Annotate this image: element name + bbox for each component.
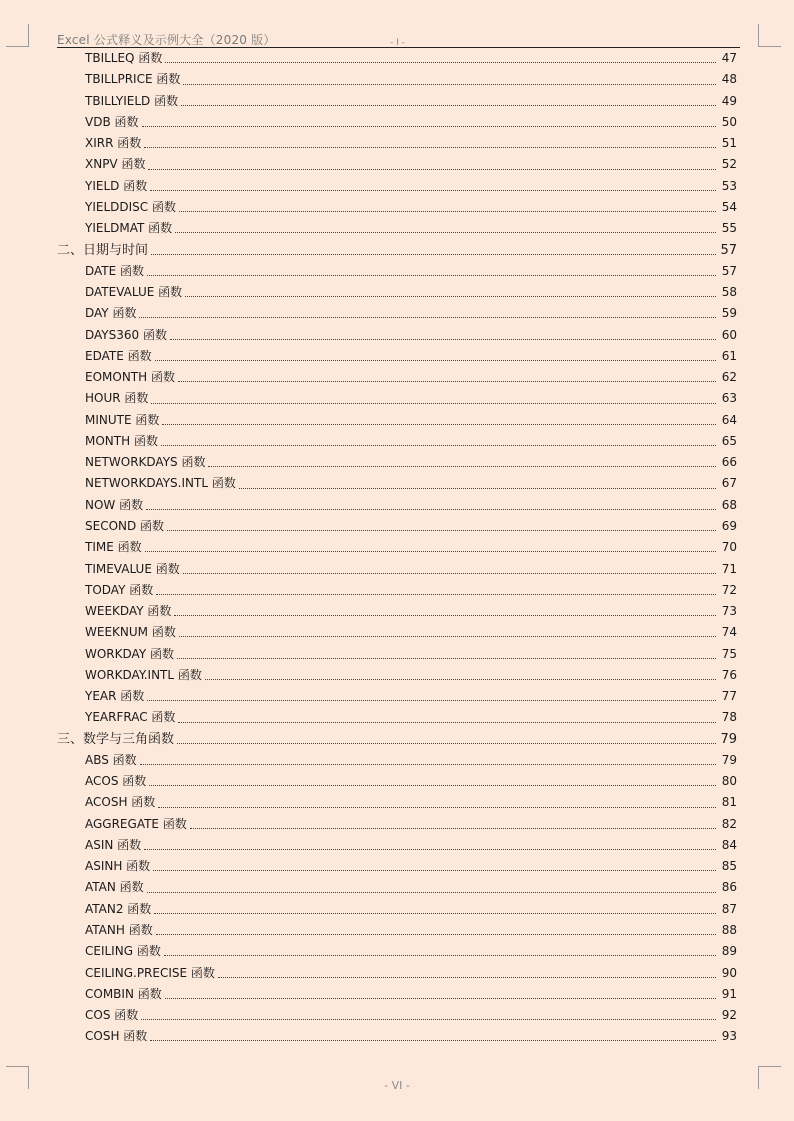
toc-entry-title: ATAN 函数 [85,880,144,895]
toc-entry-title: TBILLPRICE 函数 [85,72,181,87]
dot-leader [183,572,716,574]
dot-leader [179,210,716,212]
toc-entry[interactable] [0,1005,794,1026]
toc-entry-page-number: 79 [720,731,737,747]
toc-entry-page-number: 54 [721,199,737,214]
toc-entry[interactable] [0,154,794,175]
toc-entry-title: NOW 函数 [85,497,144,512]
dot-leader [140,763,716,765]
toc-entry[interactable] [0,197,794,218]
toc-entry-title: 二、日期与时间 [57,242,149,258]
dot-leader [165,61,716,63]
toc-entry-title: DAYS360 函数 [85,327,167,342]
toc-entry[interactable] [0,686,794,707]
dot-leader [156,593,716,595]
toc-entry-page-number: 74 [721,625,737,640]
toc-entry-title: WORKDAY 函数 [85,646,174,661]
toc-entry-page-number: 90 [721,965,737,980]
toc-entry-page-number: 81 [721,795,737,810]
toc-entry-title: EOMONTH 函数 [85,370,175,385]
toc-entry[interactable] [0,69,794,90]
toc-entry-title: XNPV 函数 [85,157,146,172]
toc-entry[interactable] [0,431,794,452]
toc-entry-title: NETWORKDAYS.INTL 函数 [85,476,236,491]
toc-entry-title: VDB 函数 [85,114,139,129]
dot-leader [167,529,716,531]
toc-entry[interactable] [0,410,794,431]
toc-entry-page-number: 73 [721,604,737,619]
toc-entry[interactable] [0,367,794,388]
toc-entry-title: WEEKNUM 函数 [85,625,176,640]
toc-entry-page-number: 59 [721,306,737,321]
toc-entry[interactable] [0,814,794,835]
toc-entry[interactable] [0,899,794,920]
toc-entry-title: ABS 函数 [85,752,137,767]
dot-leader [153,869,716,871]
toc-entry-title: EDATE 函数 [85,348,152,363]
toc-entry-page-number: 65 [721,433,737,448]
toc-entry-page-number: 67 [721,476,737,491]
toc-entry-title: CEILING.PRECISE 函数 [85,965,215,980]
running-header-title: Excel 公式释义及示例大全（2020 版） [57,33,276,47]
toc-entry-title: ATANH 函数 [85,923,153,938]
dot-leader [183,83,716,85]
dot-leader [139,316,716,318]
dot-leader [174,614,716,616]
toc-section-entry[interactable] [0,729,794,750]
toc-entry-title: TBILLYIELD 函数 [85,93,179,108]
dot-leader [145,550,716,552]
dot-leader [149,784,716,786]
toc-entry-title: ACOS 函数 [85,774,147,789]
dot-leader [170,338,716,340]
toc-entry-title: ACOSH 函数 [85,795,156,810]
dot-leader [142,125,717,127]
toc-entry-page-number: 80 [721,774,737,789]
toc-entry-title: ASIN 函数 [85,837,142,852]
toc-entry[interactable] [0,643,794,664]
toc-entry-page-number: 60 [721,327,737,342]
toc-entry-page-number: 84 [721,837,737,852]
toc-entry[interactable] [0,91,794,112]
toc-entry-page-number: 85 [721,859,737,874]
dot-leader [165,997,716,999]
toc-entry-page-number: 70 [721,540,737,555]
toc-entry[interactable] [0,750,794,771]
toc-entry[interactable] [0,856,794,877]
toc-entry-page-number: 50 [721,114,737,129]
toc-entry-page-number: 55 [721,221,737,236]
toc-entry[interactable] [0,133,794,154]
toc-entry-title: HOUR 函数 [85,391,149,406]
toc-entry-page-number: 75 [721,646,737,661]
toc-entry[interactable] [0,665,794,686]
dot-leader [151,253,716,255]
toc-entry-page-number: 52 [721,157,737,172]
toc-entry-title: YEARFRAC 函数 [85,710,176,725]
toc-entry-title: YEAR 函数 [85,689,145,704]
toc-entry-title: TIMEVALUE 函数 [85,561,180,576]
toc-entry-page-number: 68 [721,497,737,512]
toc-entry-page-number: 92 [721,1008,737,1023]
footer-page-number: - VI - [384,1079,410,1092]
toc-entry-page-number: 76 [721,667,737,682]
dot-leader [178,721,716,723]
toc-entry-title: YIELDMAT 函数 [85,221,173,236]
toc-entry[interactable] [0,877,794,898]
toc-entry[interactable] [0,1026,794,1047]
toc-section-entry[interactable] [0,239,794,260]
toc-entry[interactable] [0,984,794,1005]
dot-leader [218,976,716,978]
toc-entry-title: DATEVALUE 函数 [85,285,183,300]
toc-entry[interactable] [0,707,794,728]
toc-entry[interactable] [0,495,794,516]
toc-entry-page-number: 69 [721,518,737,533]
toc-entry[interactable] [0,920,794,941]
toc-entry[interactable] [0,962,794,983]
toc-entry-page-number: 61 [721,348,737,363]
dot-leader [147,274,716,276]
dot-leader [185,295,716,297]
dot-leader [144,146,716,148]
toc-entry[interactable] [0,580,794,601]
toc-entry-title: MONTH 函数 [85,433,158,448]
toc-entry-title: YIELD 函数 [85,178,148,193]
toc-entry[interactable] [0,537,794,558]
dot-leader [164,954,716,956]
table-of-contents [0,48,794,1047]
toc-entry-title: COS 函数 [85,1008,139,1023]
crop-mark-top-left [6,24,29,47]
toc-entry-title: CEILING 函数 [85,944,161,959]
dot-leader [208,465,716,467]
toc-entry-page-number: 71 [721,561,737,576]
toc-entry-page-number: 62 [721,370,737,385]
toc-entry-title: COMBIN 函数 [85,986,162,1001]
toc-entry-page-number: 79 [721,752,737,767]
toc-entry-page-number: 53 [721,178,737,193]
toc-entry-page-number: 82 [721,816,737,831]
toc-entry-title: MINUTE 函数 [85,412,160,427]
toc-entry-title: WEEKDAY 函数 [85,604,172,619]
dot-leader [158,806,716,808]
toc-entry-page-number: 87 [721,901,737,916]
toc-entry[interactable] [0,261,794,282]
toc-entry[interactable] [0,558,794,579]
toc-entry-page-number: 78 [721,710,737,725]
toc-entry[interactable] [0,112,794,133]
dot-leader [147,699,716,701]
toc-entry[interactable] [0,516,794,537]
toc-entry-page-number: 51 [721,136,737,151]
running-header-page-mark: - I - [390,38,405,48]
toc-entry-title: YIELDDISC 函数 [85,199,176,214]
toc-entry[interactable] [0,601,794,622]
dot-leader [177,742,716,744]
dot-leader [141,1018,716,1020]
dot-leader [177,657,716,659]
toc-entry-title: TIME 函数 [85,540,142,555]
toc-entry-page-number: 63 [721,391,737,406]
toc-entry-page-number: 48 [721,72,737,87]
toc-entry[interactable] [0,771,794,792]
dot-leader [146,508,716,510]
toc-entry-title: TBILLEQ 函数 [85,51,163,66]
toc-entry-title: XIRR 函数 [85,136,142,151]
dot-leader [150,189,716,191]
toc-entry-page-number: 91 [721,986,737,1001]
toc-entry-page-number: 64 [721,412,737,427]
toc-entry[interactable] [0,388,794,409]
toc-entry-page-number: 72 [721,582,737,597]
toc-entry-page-number: 86 [721,880,737,895]
toc-entry-title: ATAN2 函数 [85,901,152,916]
toc-entry[interactable] [0,941,794,962]
toc-entry[interactable] [0,792,794,813]
dot-leader [156,933,716,935]
dot-leader [181,104,716,106]
toc-entry-title: TODAY 函数 [85,582,154,597]
toc-entry[interactable] [0,452,794,473]
toc-entry[interactable] [0,622,794,643]
dot-leader [162,423,716,425]
toc-entry-page-number: 47 [721,51,737,66]
toc-entry-page-number: 66 [721,455,737,470]
toc-entry-title: DATE 函数 [85,263,145,278]
toc-entry-page-number: 49 [721,93,737,108]
dot-leader [190,827,716,829]
dot-leader [154,912,716,914]
toc-entry[interactable] [0,282,794,303]
toc-entry-title: DAY 函数 [85,306,137,321]
toc-entry-page-number: 89 [721,944,737,959]
dot-leader [155,359,716,361]
toc-entry-page-number: 93 [721,1029,737,1044]
crop-mark-top-right [758,24,781,47]
dot-leader [144,848,716,850]
toc-entry[interactable] [0,835,794,856]
toc-entry[interactable] [0,176,794,197]
toc-entry[interactable] [0,48,794,69]
toc-entry-title: NETWORKDAYS 函数 [85,455,206,470]
dot-leader [179,635,716,637]
toc-entry[interactable] [0,218,794,239]
toc-entry-page-number: 57 [720,242,737,258]
toc-entry-page-number: 57 [721,263,737,278]
dot-leader [175,231,716,233]
toc-entry[interactable] [0,324,794,345]
toc-entry-title: SECOND 函数 [85,518,165,533]
dot-leader [151,402,716,404]
toc-entry[interactable] [0,303,794,324]
toc-entry[interactable] [0,346,794,367]
dot-leader [147,891,716,893]
toc-entry[interactable] [0,473,794,494]
toc-entry-title: COSH 函数 [85,1029,148,1044]
dot-leader [148,168,716,170]
toc-entry-page-number: 58 [721,285,737,300]
toc-entry-title: AGGREGATE 函数 [85,816,187,831]
toc-entry-title: 三、数学与三角函数 [57,731,175,747]
toc-entry-title: ASINH 函数 [85,859,151,874]
toc-entry-page-number: 88 [721,923,737,938]
dot-leader [150,1039,716,1041]
toc-entry-title: WORKDAY.INTL 函数 [85,667,202,682]
dot-leader [178,380,716,382]
dot-leader [239,487,716,489]
dot-leader [205,678,716,680]
toc-entry-page-number: 77 [721,689,737,704]
dot-leader [161,444,716,446]
